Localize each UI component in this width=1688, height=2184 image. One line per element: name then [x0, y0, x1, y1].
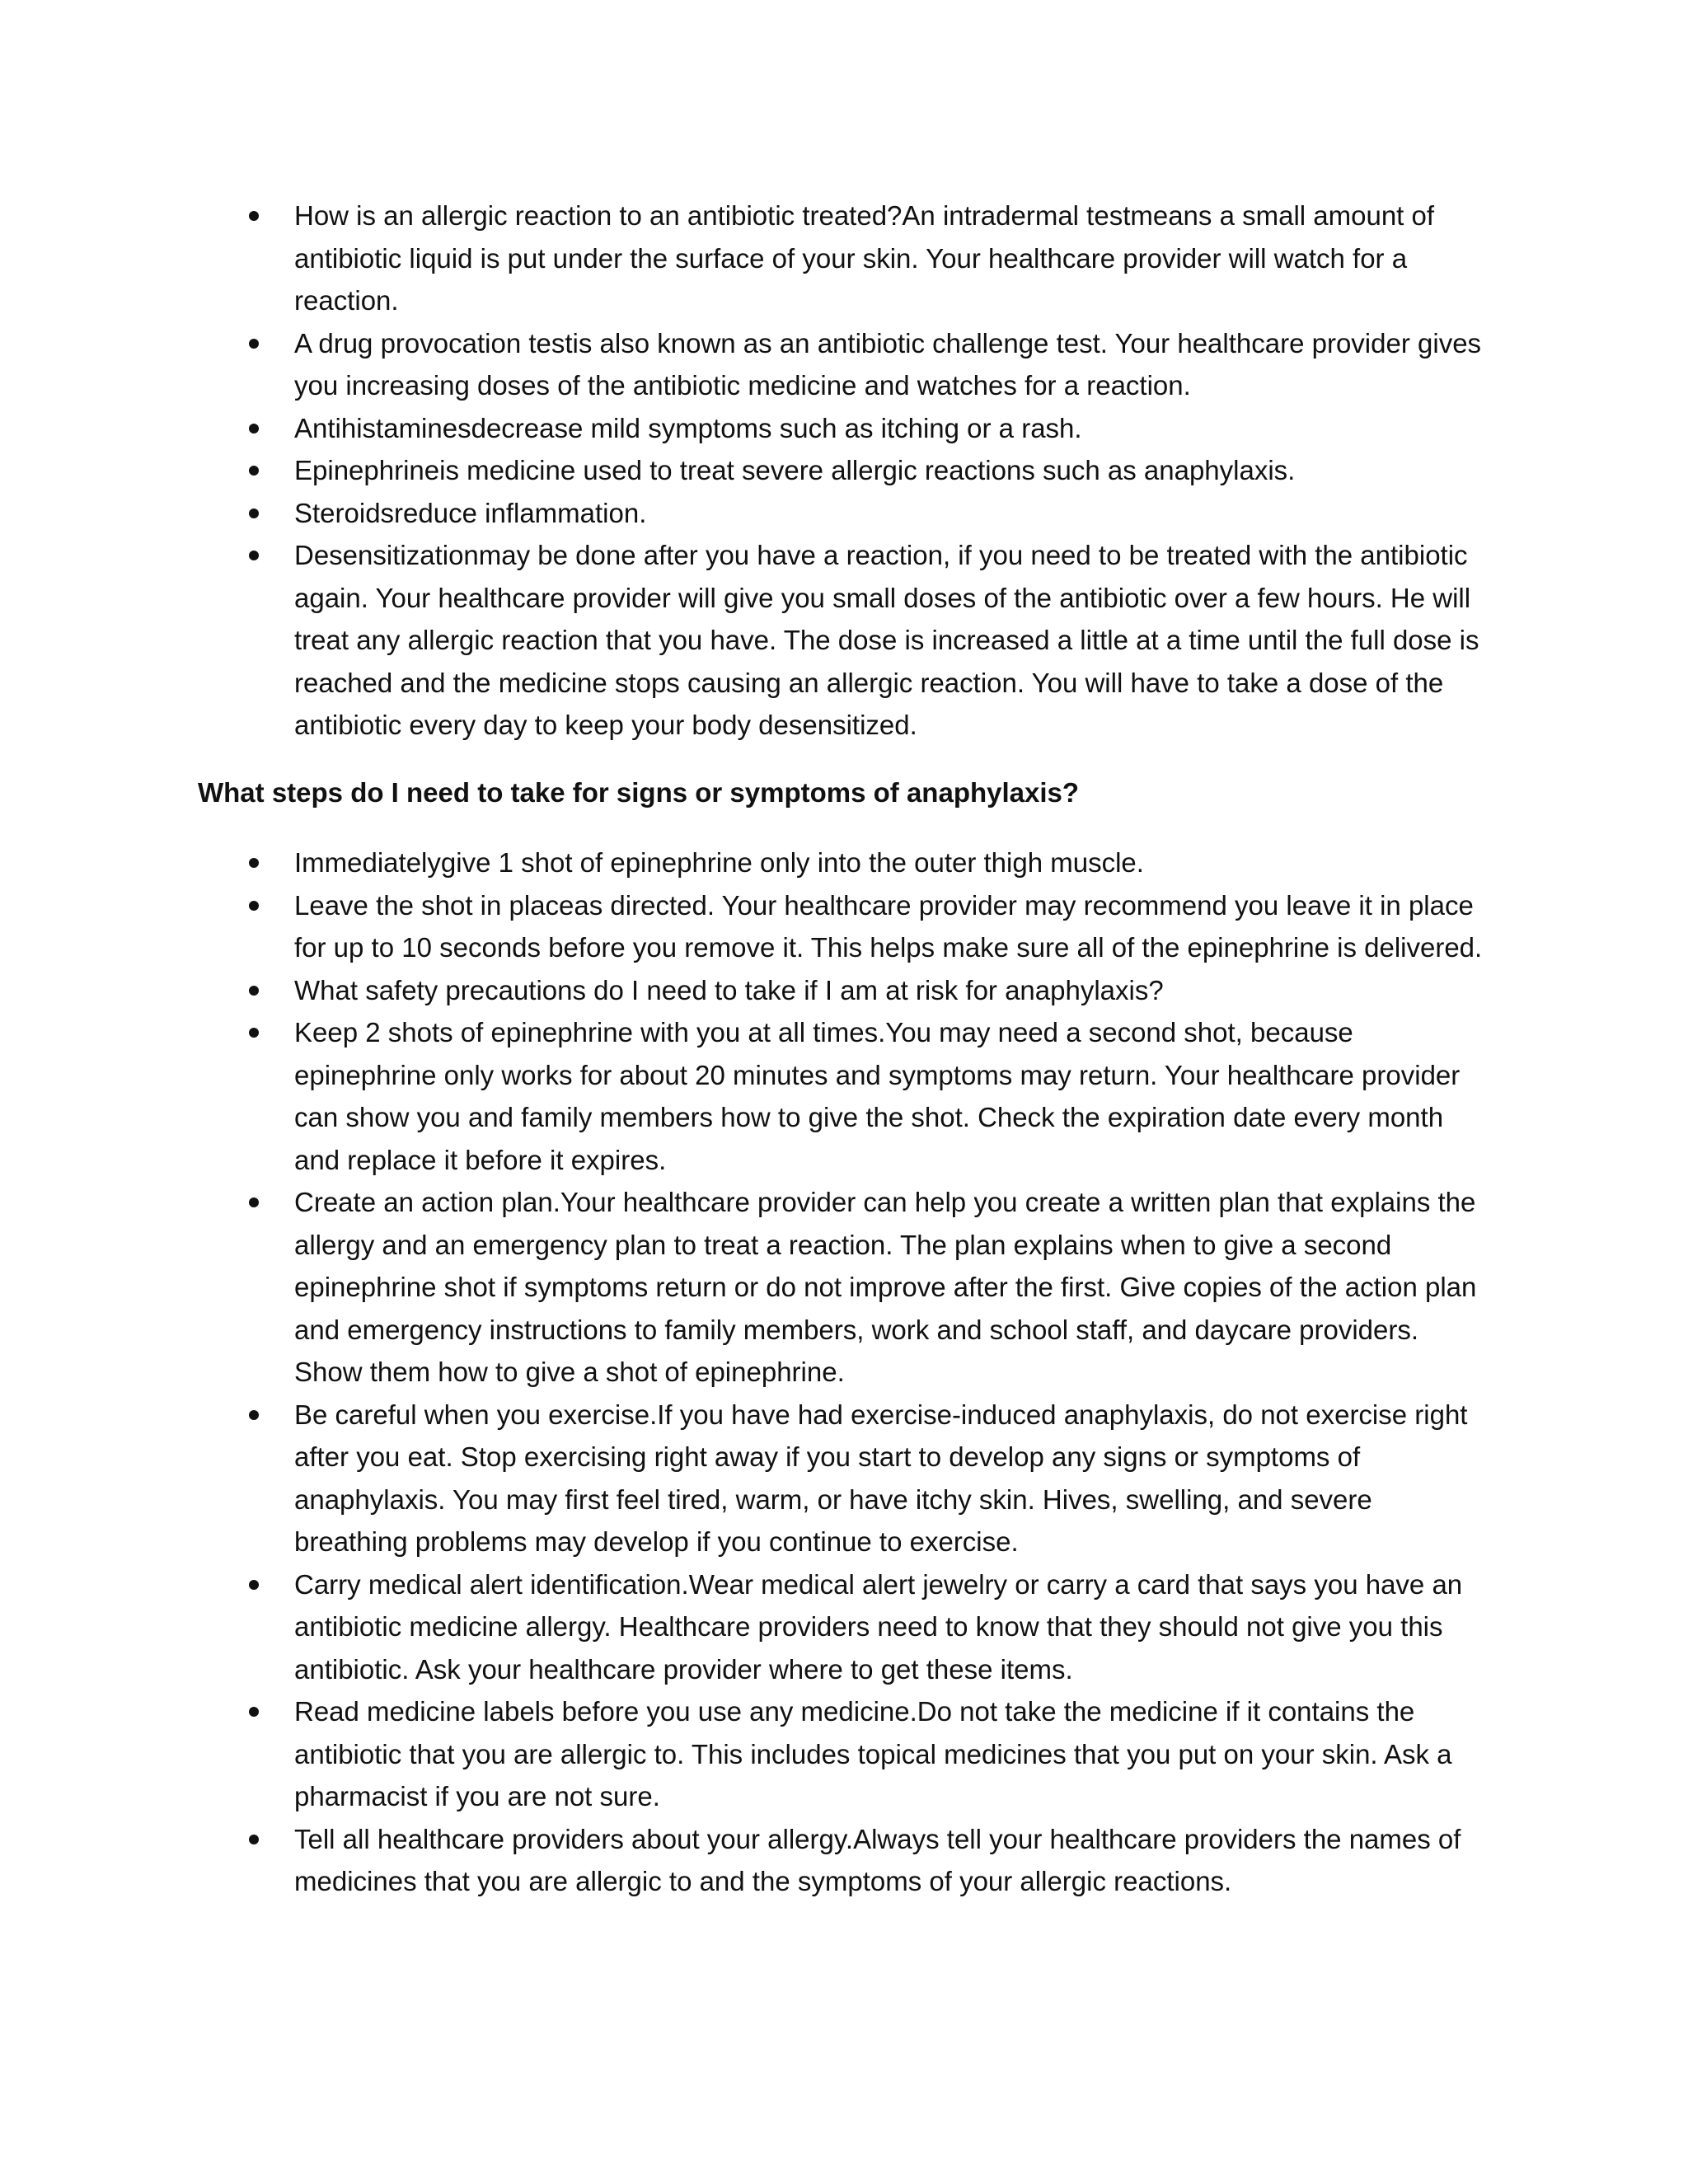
list-item-text: Leave the shot in placeas directed. Your healthcare provider may recommend you leave it in place for up to 10 seconds before you remove it. This helps make sure all of the epinephrine is delivered.	[294, 889, 1483, 963]
bullet-icon	[249, 986, 259, 996]
bullet-icon	[249, 509, 259, 518]
list-item	[198, 884, 1484, 969]
bullet-icon	[249, 1707, 259, 1717]
treatment-list	[198, 194, 1484, 747]
bullet-icon	[249, 424, 259, 434]
list-item	[198, 969, 1484, 1012]
list-item-text: Be careful when you exercise.If you have had exercise-induced anaphylaxis, do not exercise right after you eat. Stop exercising right away if you start to develop any signs or symptoms of anaphylaxis. You may first feel tired, warm, or have itchy skin. Hives, swelling, and severe breathing problems may develop if you continue to exercise.	[294, 1399, 1468, 1557]
bullet-icon	[249, 339, 259, 349]
bullet-icon	[249, 1197, 259, 1207]
bullet-icon	[249, 1028, 259, 1038]
list-item	[198, 322, 1484, 407]
document-content	[198, 194, 1484, 1903]
list-item-text: How is an allergic reaction to an antibiotic treated?An intradermal testmeans a small amount of antibiotic liquid is put under the surface of your skin. Your healthcare provider will watch for a reaction.	[294, 200, 1435, 316]
bullet-icon	[249, 1580, 259, 1590]
list-item-text: Read medicine labels before you use any medicine.Do not take the medicine if it contains the antibiotic that you are allergic to. This includes topical medicines that you put on your skin. Ask a pharmacist if you are not sure.	[294, 1696, 1452, 1811]
list-item-text: Carry medical alert identification.Wear medical alert jewelry or carry a card that says you have an antibiotic medicine allergy. Healthcare providers need to know that they should not give you this antibiotic. Ask your healthcare provider where to get these items.	[294, 1568, 1463, 1685]
bullet-icon	[249, 551, 259, 560]
list-item	[198, 1563, 1484, 1691]
list-item	[198, 1818, 1484, 1903]
list-item-text: Epinephrineis medicine used to treat severe allergic reactions such as anaphylaxis.	[294, 455, 1296, 485]
list-item	[198, 407, 1484, 450]
list-item	[198, 1011, 1484, 1181]
bullet-icon	[249, 901, 259, 911]
list-item-text: Keep 2 shots of epinephrine with you at all times.You may need a second shot, because epinephrine only works for about 20 minutes and symptoms may return. Your healthcare provider can show you and family members how to give the shot. Check the expiration date every month and replace it before it expires.	[294, 1017, 1461, 1175]
bullet-icon	[249, 211, 259, 221]
list-item-text: What safety precautions do I need to take if I am at risk for anaphylaxis?	[294, 974, 1164, 1005]
anaphylaxis-steps-list	[198, 841, 1484, 1903]
list-item	[198, 1394, 1484, 1563]
bullet-icon	[249, 466, 259, 476]
list-item-text: A drug provocation testis also known as an antibiotic challenge test. Your healthcare provider gives you increasing doses of the antibiotic medicine and watches for a reaction.	[294, 327, 1482, 401]
list-item	[198, 492, 1484, 535]
bullet-icon	[249, 1835, 259, 1844]
list-item	[198, 449, 1484, 492]
bullet-icon	[249, 1410, 259, 1420]
list-item-text: Antihistaminesdecrease mild symptoms such as itching or a rash.	[294, 412, 1082, 443]
list-item-text: Steroidsreduce inflammation.	[294, 497, 647, 528]
list-item-text: Create an action plan.Your healthcare provider can help you create a written plan that explains the allergy and an emergency plan to treat a reaction. The plan explains when to give a second epinephrine shot if symptoms return or do not improve after the first. Give copies of the action plan and emergency instructions to family members, work and school staff, and daycare providers. Show them how to give a shot of epinephrine.	[294, 1187, 1477, 1387]
list-item-text: Immediatelygive 1 shot of epinephrine only into the outer thigh muscle.	[294, 847, 1144, 878]
list-item	[198, 1181, 1484, 1394]
list-item	[198, 194, 1484, 322]
bullet-icon	[249, 858, 259, 868]
section-heading: What steps do I need to take for signs or symptoms of anaphylaxis?	[198, 776, 1080, 808]
list-item	[198, 841, 1484, 884]
list-item	[198, 534, 1484, 747]
list-item-text: Tell all healthcare providers about your allergy.Always tell your healthcare providers the names of medicines that you are allergic to and the symptoms of your allergic reactions.	[294, 1823, 1461, 1896]
list-item-text: Desensitizationmay be done after you have a reaction, if you need to be treated with the antibiotic again. Your healthcare provider will give you small doses of the antibiotic over a few hours. He will treat any allergic reaction that you have. The dose is increased a little at a time until the full dose is reached and the medicine stops causing an allergic reaction. You will have to take a dose of the antibiotic every day to keep your body desensitized.	[294, 540, 1479, 740]
list-item	[198, 1690, 1484, 1818]
